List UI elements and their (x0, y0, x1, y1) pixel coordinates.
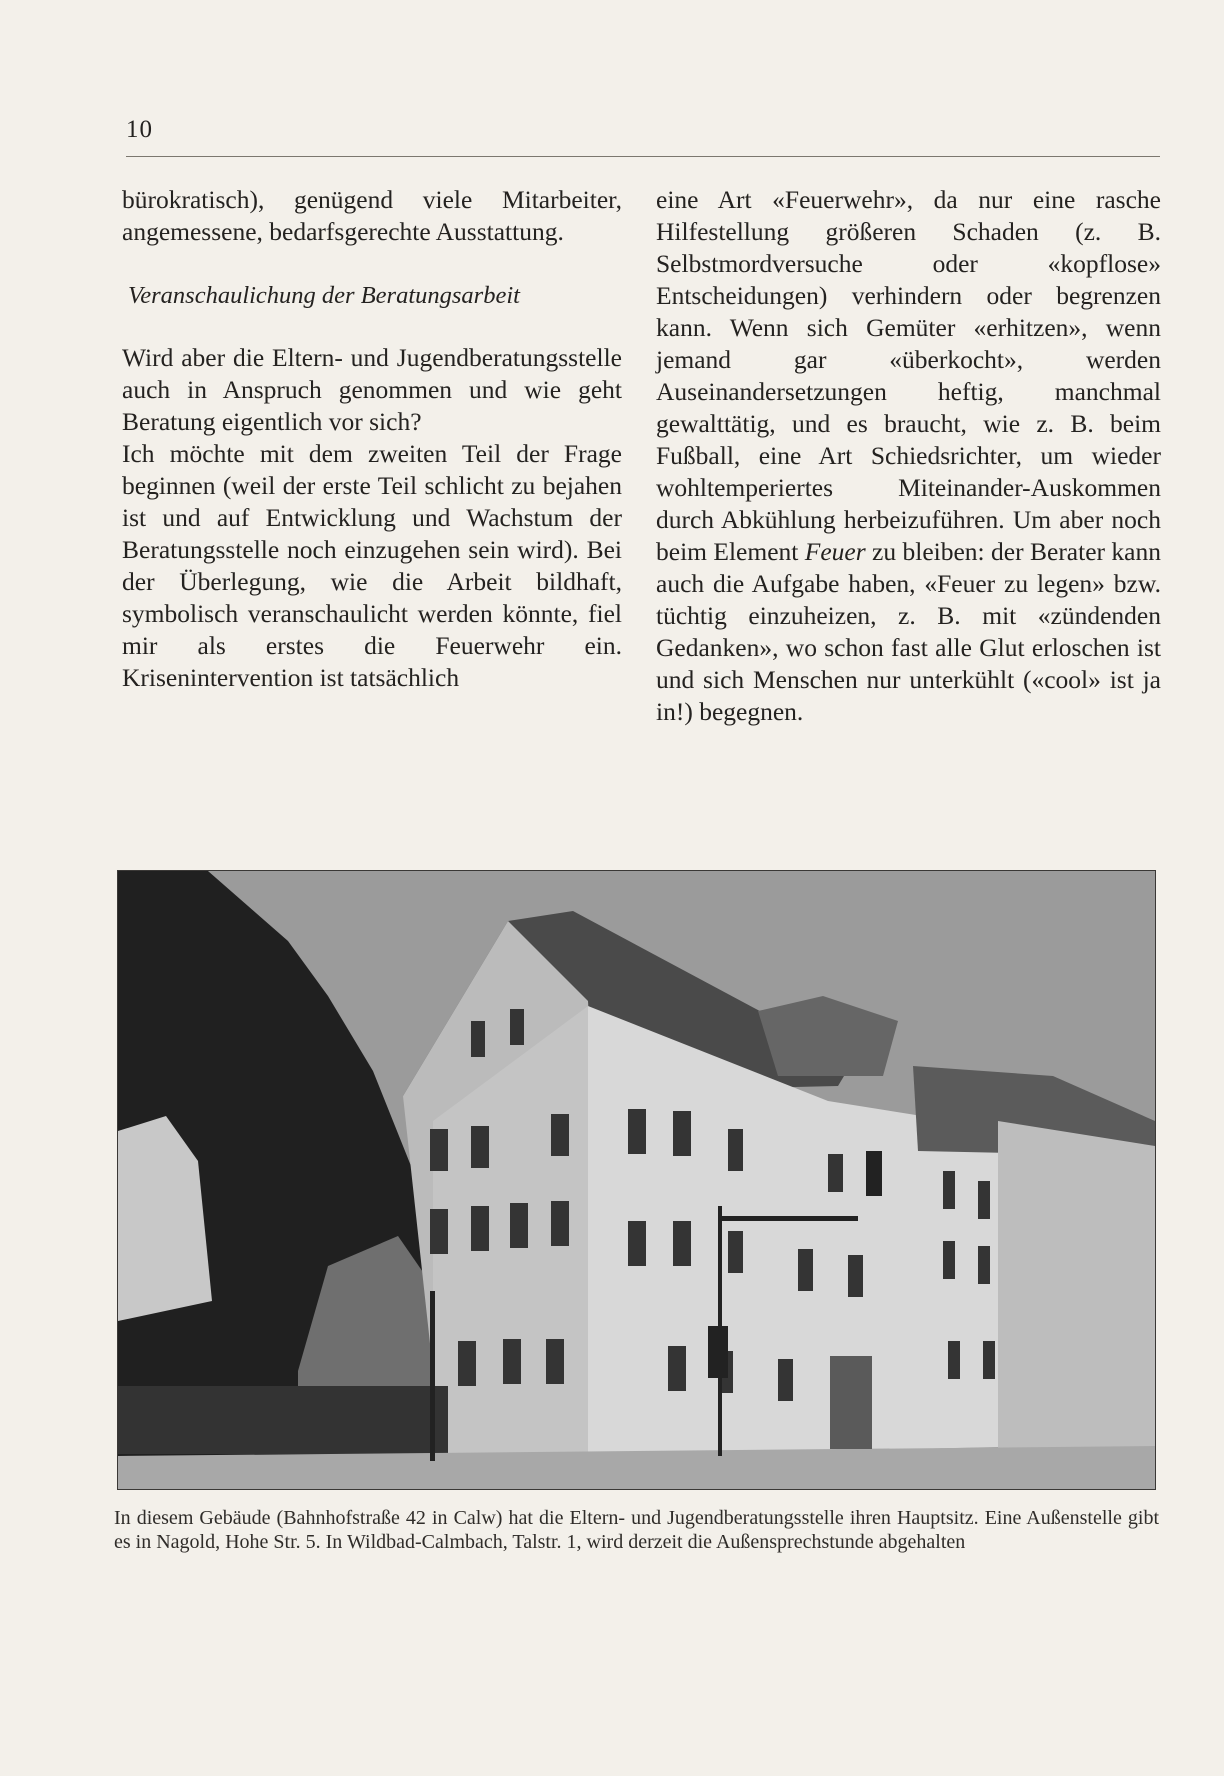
page-number: 10 (126, 116, 153, 143)
iron-fence (118, 1386, 448, 1454)
traffic-light-arm (718, 1216, 858, 1221)
left-paragraph-2: Wird aber die Eltern- und Jugendberatungsstelle auch in Anspruch genommen und wie geht Beratung eigentlich vor sich? (122, 343, 622, 436)
photo-caption: In diesem Gebäude (Bahnhofstraße 42 in Calw) hat die Eltern- und Jugendberatungsstelle ihren Hauptsitz. Eine Außenstelle gibt es in Nagold, Hohe Str. 5. In Wildbad-Calmbach, Talstr. 1, wird derzeit die Außensprechstunde abgehalten (114, 1507, 1159, 1553)
right-column (656, 184, 1161, 728)
left-paragraph-1: bürokratisch), genügend viele Mitarbeiter, angemessene, bedarfsgerechte Ausstattung. (122, 185, 622, 246)
traffic-light-lower (708, 1326, 728, 1378)
right-paragraph-1 (656, 184, 1161, 728)
neighbor-building (998, 1121, 1155, 1461)
feuer-emphasis: Feuer (804, 537, 866, 566)
right-paragraph-1-start: eine Art «Feuerwehr», da nur eine rasche Hilfestellung größeren Schaden (z. B. Selbstmordversuche oder «kopflose» Entscheidungen) verhindern oder begrenzen kann. Wenn sich Gemüter «erhitzen», wenn jemand gar «überkocht», werden Auseinandersetzungen heftig, manchmal gewalttätig, und es braucht, wie z. B. beim Fußball, eine Art Schiedsrichter, um wieder wohltemperiertes Miteinander-Auskommen durch Abkühlung herbeizuführen. Um aber noch beim Element (656, 185, 1161, 566)
left-paragraph-3: Ich möchte mit dem zweiten Teil der Frage beginnen (weil der erste Teil schlicht zu bejahen ist und auf Entwicklung und Wachstum der Beratungsstelle noch einzugehen sein wird). Bei der Überlegung, wie die Arbeit bildhaft, symbolisch veranschaulicht werden könnte, fiel mir als erstes die Feuerwehr ein. Krisenintervention ist tatsächlich (122, 439, 622, 692)
right-paragraph-1-end: zu bleiben: der Berater kann auch die Aufgabe haben, «Feuer zu legen» bzw. tüchtig einzuheizen, z. B. mit «zündenden Gedanken», wo schon fast alle Glut erloschen ist und sich Menschen nur unterkühlt («cool» ist ja in!) begegnen. (656, 537, 1161, 726)
building-photo-illustration (118, 871, 1155, 1489)
traffic-light-top (866, 1151, 882, 1196)
sign-post (430, 1291, 435, 1461)
header-rule (126, 156, 1160, 157)
left-column (122, 184, 622, 694)
section-heading: Veranschaulichung der Beratungsarbeit (128, 282, 520, 309)
gateway (830, 1356, 872, 1449)
building-photo (117, 870, 1156, 1490)
